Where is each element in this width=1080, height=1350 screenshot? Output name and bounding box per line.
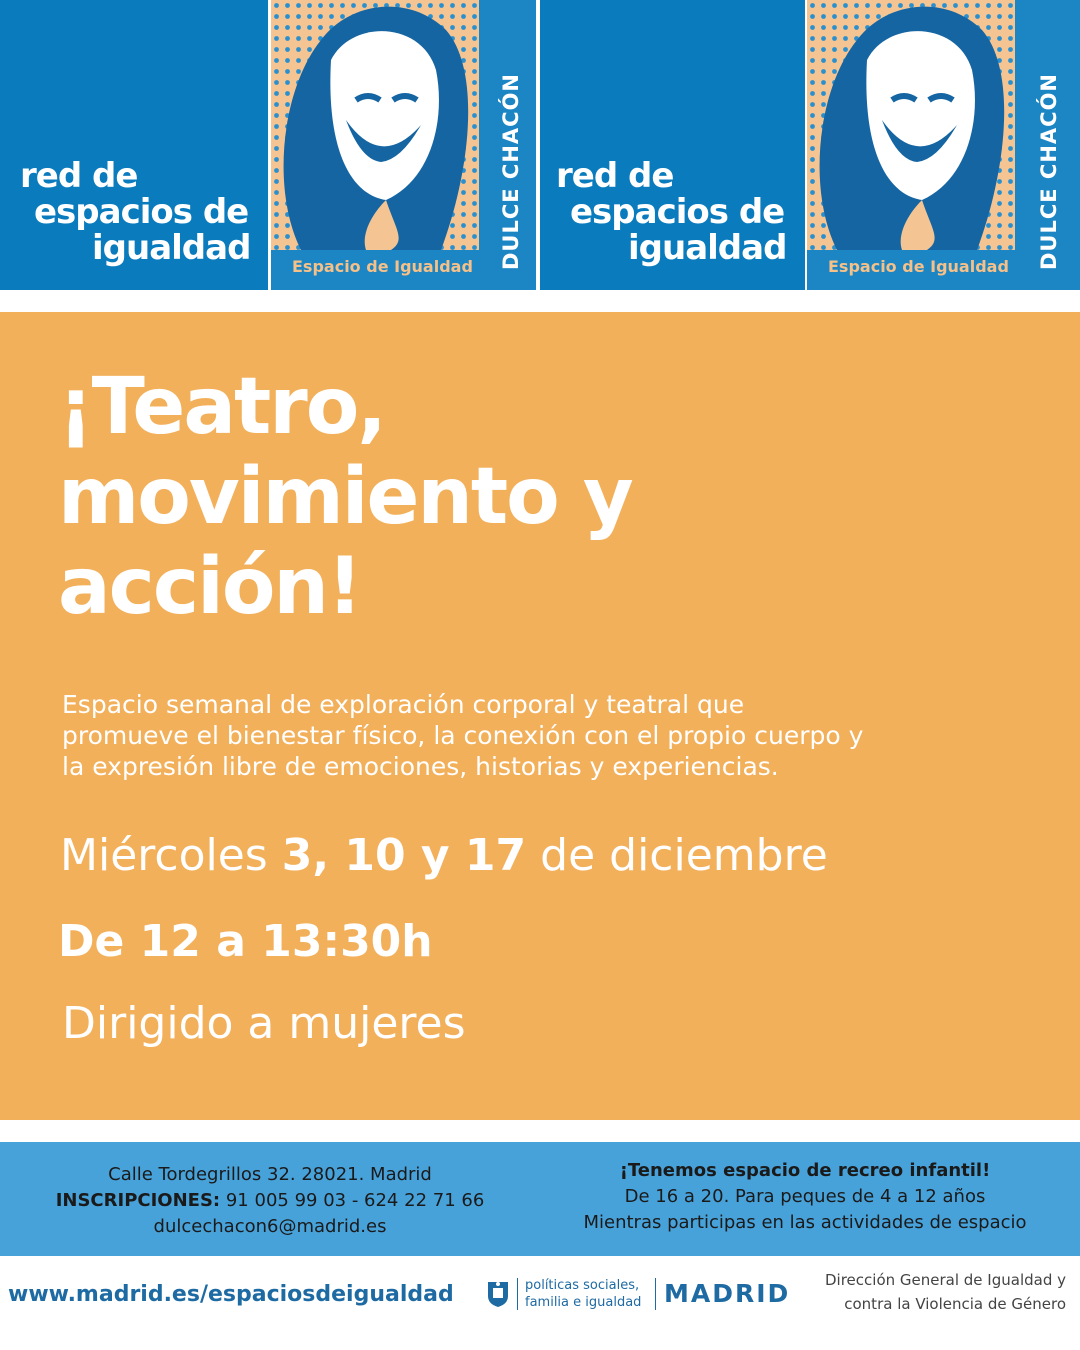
- space-label: Espacio de Igualdad: [828, 257, 1009, 276]
- madrid-crest-icon: [486, 1278, 510, 1308]
- divider: [655, 1278, 656, 1310]
- logo-line-1: red de: [556, 156, 674, 196]
- portrait-panel-right: [807, 0, 1080, 290]
- event-audience: Dirigido a mujeres: [62, 998, 466, 1049]
- vertical-title: DULCE CHACÓN: [1037, 72, 1061, 270]
- kids-hours: De 16 a 20. Para peques de 4 a 12 años: [624, 1186, 986, 1207]
- red-espacios-logo: [556, 158, 786, 266]
- website-link[interactable]: www.madrid.es/espaciosdeigualdad: [8, 1282, 454, 1307]
- description-line-2: promueve el bienestar físico, la conexión con el propio cuerpo y: [62, 721, 864, 750]
- logo-panel-right: [540, 0, 805, 290]
- inscriptions-label: INSCRIPCIONES:: [55, 1190, 221, 1211]
- dulce-chacon-portrait: [271, 0, 536, 290]
- address: Calle Tordegrillos 32. 28021. Madrid: [108, 1164, 432, 1185]
- description-line-3: la expresión libre de emociones, historias y experiencias.: [62, 752, 779, 781]
- event-description: [62, 689, 1042, 782]
- inscriptions: [30, 1188, 510, 1214]
- madrid-wordmark: MADRID: [664, 1279, 791, 1308]
- logo-line-2: espacios de: [570, 192, 785, 232]
- header: [0, 0, 1080, 292]
- space-label: Espacio de Igualdad: [292, 257, 473, 276]
- department-line-1: políticas sociales,: [525, 1278, 640, 1293]
- portrait-panel-left: [271, 0, 536, 290]
- event-title: [58, 362, 632, 632]
- description-line-1: Espacio semanal de exploración corporal y teatral que: [62, 690, 745, 719]
- event-panel: [0, 312, 1080, 1120]
- red-espacios-logo: [20, 158, 250, 266]
- direction-line-1: Dirección General de Igualdad y: [825, 1271, 1066, 1289]
- contact-block: [30, 1162, 510, 1240]
- divider: [517, 1278, 518, 1310]
- logo-line-3: igualdad: [92, 228, 251, 268]
- department-name: [525, 1277, 641, 1311]
- event-dates: [60, 830, 828, 881]
- title-line-3: acción!: [58, 542, 361, 632]
- logo-line-3: igualdad: [628, 228, 787, 268]
- kids-title: ¡Tenemos espacio de recreo infantil!: [619, 1160, 991, 1181]
- event-hours: De 12 a 13:30h: [58, 916, 433, 967]
- title-line-2: movimiento y: [58, 452, 632, 542]
- direction-line-2: contra la Violencia de Género: [844, 1295, 1066, 1313]
- direction-general: [790, 1268, 1066, 1316]
- contact-email[interactable]: dulcechacon6@madrid.es: [153, 1216, 387, 1237]
- logo-line-1: red de: [20, 156, 138, 196]
- info-band: [0, 1142, 1080, 1256]
- dates-suffix: de diciembre: [540, 830, 828, 881]
- dates-days: 3, 10 y 17: [281, 830, 527, 881]
- kids-block: [550, 1158, 1060, 1236]
- kids-note: Mientras participas en las actividades de espacio: [583, 1212, 1027, 1233]
- title-line-1: ¡Teatro,: [58, 362, 385, 452]
- vertical-title: DULCE CHACÓN: [499, 72, 523, 270]
- inscriptions-phones[interactable]: 91 005 99 03 - 624 22 71 66: [225, 1190, 485, 1211]
- logo-panel-left: [0, 0, 268, 290]
- logo-line-2: espacios de: [34, 192, 249, 232]
- department-line-2: familia e igualdad: [525, 1295, 642, 1310]
- dates-prefix: Miércoles: [60, 830, 268, 881]
